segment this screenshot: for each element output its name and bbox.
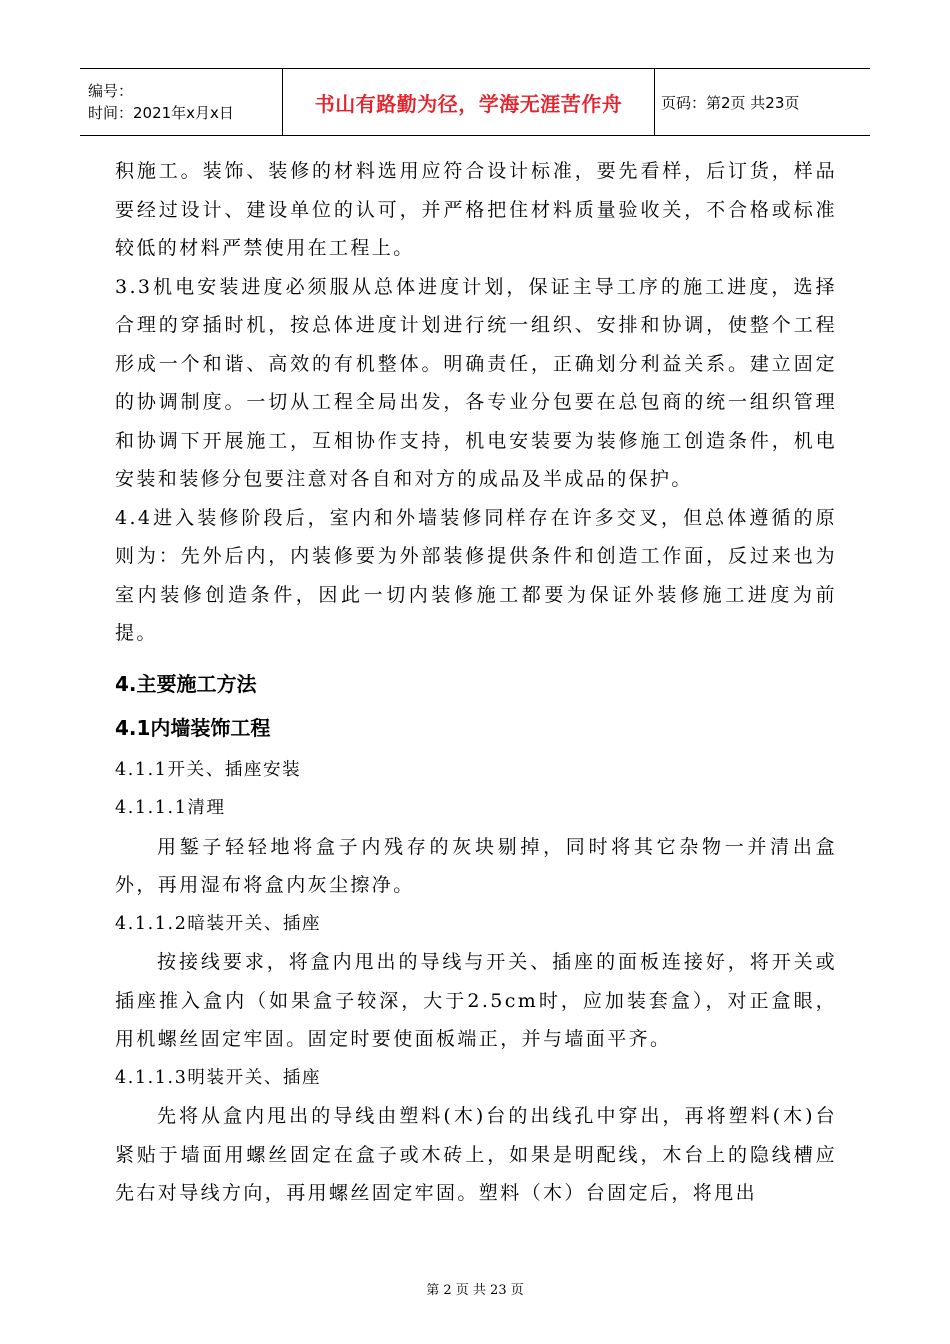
header-motto-cell	[283, 69, 655, 135]
header-page-cell	[655, 69, 870, 135]
paragraph: 用錾子轻轻地将盒子内残存的灰块剔掉，同时将其它杂物一并清出盒外，再用湿布将盒内灰尘擦净。	[115, 835, 837, 896]
item-heading: 4.1.1.1清理	[115, 798, 226, 818]
number-label: 编号：	[88, 82, 134, 100]
section-heading: 4.主要施工方法	[115, 671, 257, 696]
paragraph: 按接线要求，将盒内甩出的导线与开关、插座的面板连接好，将开关或插座推入盒内（如果盒子较深，大于2.5cm时，应加装套盒），对正盒眼，用机螺丝固定牢固。固定时要使面板端正，并与墙面平齐。	[115, 951, 837, 1050]
item-heading: 4.1.1开关、插座安装	[115, 759, 302, 780]
paragraph: 4.4进入装修阶段后，室内和外墙装修同样存在许多交叉，但总体遵循的原则为：先外后内，内装修要为外部装修提供条件和创造工作面，反过来也为室内装修创造条件，因此一切内装修施工都要为保证外装修施工进度为前提。	[115, 506, 837, 644]
item-heading: 4.1.1.2暗装开关、插座	[115, 913, 322, 934]
document-header	[80, 68, 870, 136]
paragraph: 3.3机电安装进度必须服从总体进度计划，保证主导工序的施工进度，选择合理的穿插时机，按总体进度计划进行统一组织、安排和协调，使整个工程形成一个和谐、高效的有机整体。明确责任，正确划分利益关系。建立固定的协调制度。一切从工程全局出发，各专业分包要在总包商的统一组织管理和协调下开展施工，互相协作支持，机电安装要为装修施工创造条件，机电安装和装修分包要注意对各自和对方的成品及半成品的保护。	[115, 275, 837, 490]
time-label: 时间：2021年x月x日	[88, 104, 234, 122]
page-footer: 第 2 页 共 23 页	[426, 1283, 524, 1298]
paragraph: 先将从盒内甩出的导线由塑料(木)台的出线孔中穿出，再将塑料(木)台紧贴于墙面用螺丝固定在盒子或木砖上，如果是明配线，木台上的隐线槽应先右对导线方向，再用螺丝固定牢固。塑料（木）台固定后，将甩出	[115, 1105, 837, 1204]
page-label: 页码：第2页 共23页	[661, 93, 800, 112]
header-motto: 书山有路勤为径，学海无涯苦作舟	[314, 91, 623, 116]
subsection-heading: 4.1内墙装饰工程	[115, 715, 271, 740]
paragraph: 积施工。装饰、装修的材料选用应符合设计标准，要先看样，后订货，样品要经过设计、建设单位的认可，并严格把住材料质量验收关，不合格或标准较低的材料严禁使用在工程上。	[115, 160, 837, 259]
item-heading: 4.1.1.3明装开关、插座	[115, 1067, 322, 1088]
document-body	[115, 152, 837, 1213]
header-meta	[80, 69, 283, 135]
